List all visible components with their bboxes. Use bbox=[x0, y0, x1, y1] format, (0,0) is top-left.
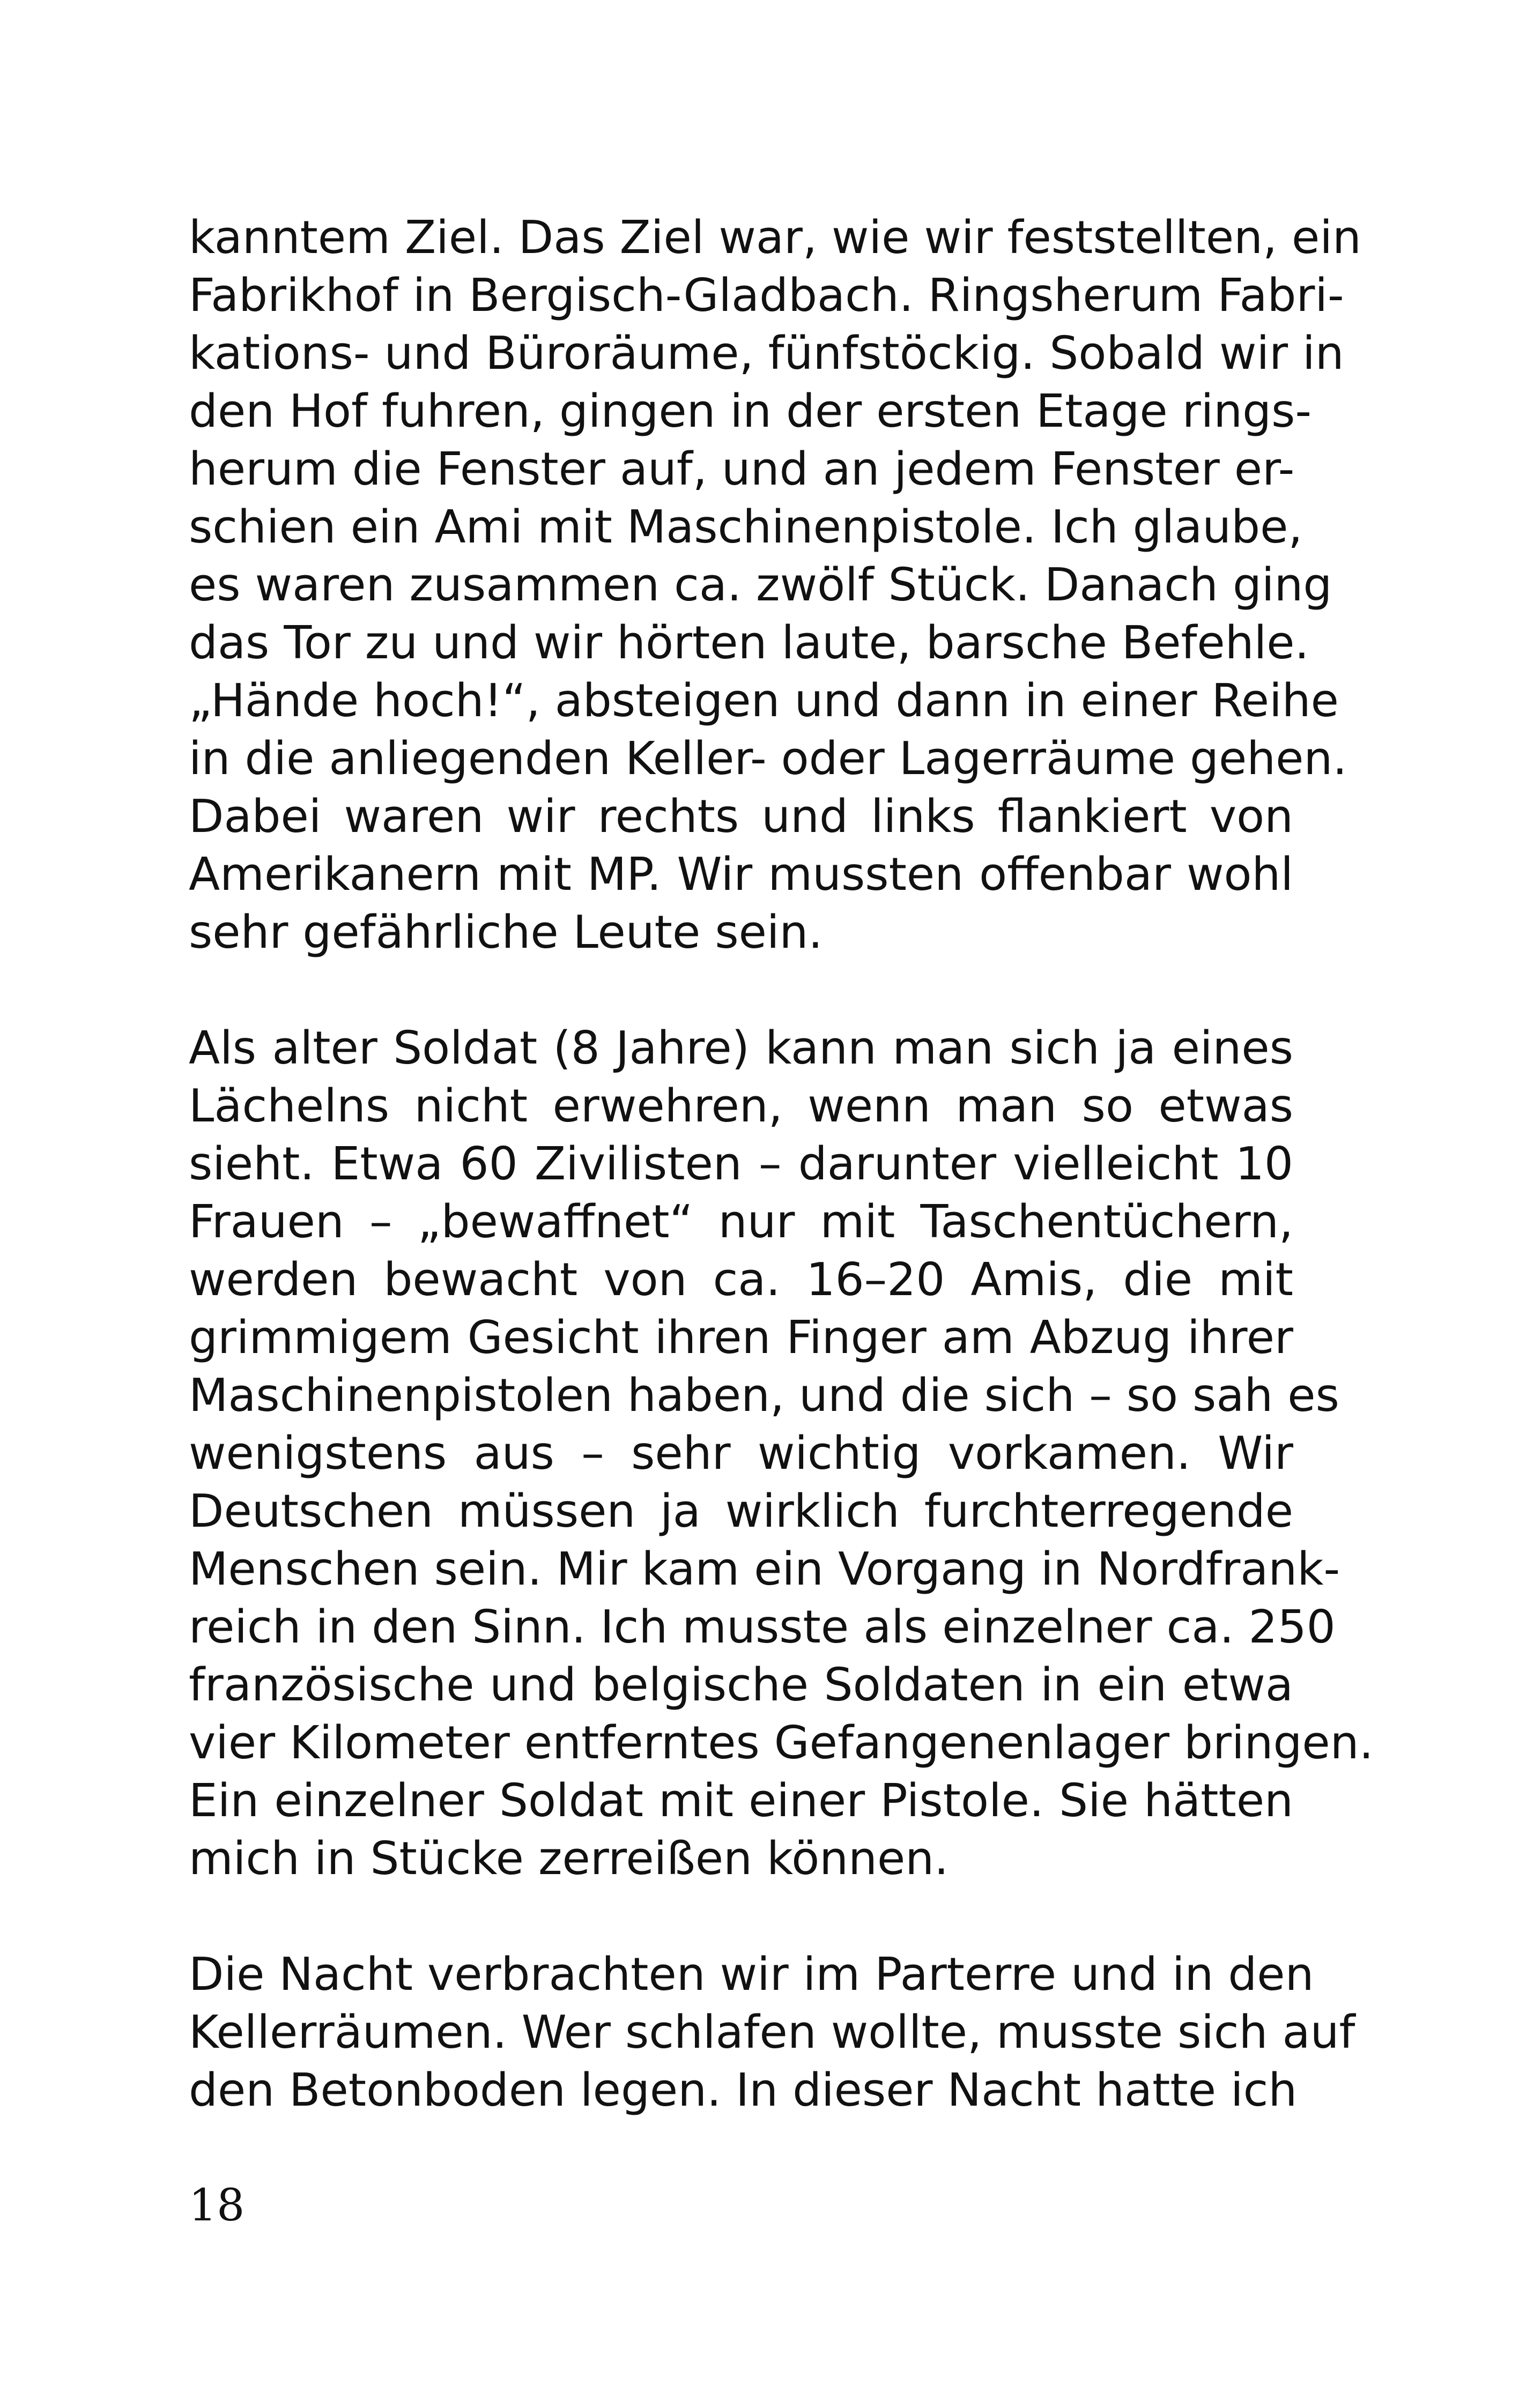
text-line: Frauen – „bewaffnet“ nur mit Taschentüchern, bbox=[189, 1195, 1293, 1248]
text-line: das Tor zu und wir hörten laute, barsche Befehle. bbox=[189, 616, 1309, 670]
text-line: sehr gefährliche Leute sein. bbox=[189, 906, 823, 959]
text-line: kanntem Ziel. Das Ziel war, wie wir feststellten, ein bbox=[189, 211, 1361, 264]
text-line: schien ein Ami mit Maschinenpistole. Ich glaube, bbox=[189, 501, 1303, 554]
text-line: in die anliegenden Keller- oder Lagerräume gehen. bbox=[189, 732, 1347, 785]
paragraph-1 bbox=[189, 209, 1361, 962]
text-line: Lächelns nicht erwehren, wenn man so etwas bbox=[189, 1080, 1293, 1133]
text-line: Deutschen müssen ja wirklich furchterregende bbox=[189, 1485, 1293, 1538]
text-line: Amerikanern mit MP. Wir mussten offenbar wohl bbox=[189, 848, 1293, 901]
paragraph-3 bbox=[189, 1946, 1355, 2120]
text-line: es waren zusammen ca. zwölf Stück. Danach ging bbox=[189, 559, 1332, 612]
page-number: 18 bbox=[189, 2180, 245, 2231]
text-line: vier Kilometer entferntes Gefangenenlager bringen. bbox=[189, 1716, 1374, 1770]
text-line: Die Nacht verbrachten wir im Parterre und in den bbox=[189, 1948, 1314, 2001]
text-line: werden bewacht von ca. 16–20 Amis, die mit bbox=[189, 1253, 1293, 1306]
text-line: Fabrikhof in Bergisch-Gladbach. Ringsherum Fabri- bbox=[189, 269, 1344, 322]
text-line: Maschinenpistolen haben, und die sich – so sah es bbox=[189, 1369, 1339, 1422]
text-line: den Betonboden legen. In dieser Nacht hatte ich bbox=[189, 2064, 1298, 2117]
text-line: kations- und Büroräume, fünfstöckig. Sobald wir in bbox=[189, 327, 1344, 380]
body-text bbox=[189, 209, 1374, 2177]
text-line: sieht. Etwa 60 Zivilisten – darunter vielleicht 10 bbox=[189, 1138, 1293, 1191]
text-line: „Hände hoch!“, absteigen und dann in einer Reihe bbox=[189, 674, 1339, 727]
text-line: wenigstens aus – sehr wichtig vorkamen. Wir bbox=[189, 1427, 1293, 1480]
text-line: grimmigem Gesicht ihren Finger am Abzug ihrer bbox=[189, 1311, 1293, 1364]
text-line: herum die Fenster auf, und an jedem Fenster er- bbox=[189, 443, 1295, 496]
text-line: den Hof fuhren, gingen in der ersten Etage rings- bbox=[189, 385, 1312, 438]
text-line: mich in Stücke zerreißen können. bbox=[189, 1832, 949, 1885]
text-line: Kellerräumen. Wer schlafen wollte, musste sich auf bbox=[189, 2006, 1355, 2059]
text-line: Menschen sein. Mir kam ein Vorgang in Nordfrank- bbox=[189, 1543, 1340, 1596]
text-line: reich in den Sinn. Ich musste als einzelner ca. 250 bbox=[189, 1601, 1336, 1654]
text-line: Dabei waren wir rechts und links flankiert von bbox=[189, 790, 1293, 843]
text-line: Ein einzelner Soldat mit einer Pistole. Sie hätten bbox=[189, 1774, 1293, 1827]
paragraph-2 bbox=[189, 1020, 1374, 1888]
text-line: Als alter Soldat (8 Jahre) kann man sich ja eines bbox=[189, 1022, 1293, 1075]
text-line: französische und belgische Soldaten in ein etwa bbox=[189, 1659, 1293, 1712]
